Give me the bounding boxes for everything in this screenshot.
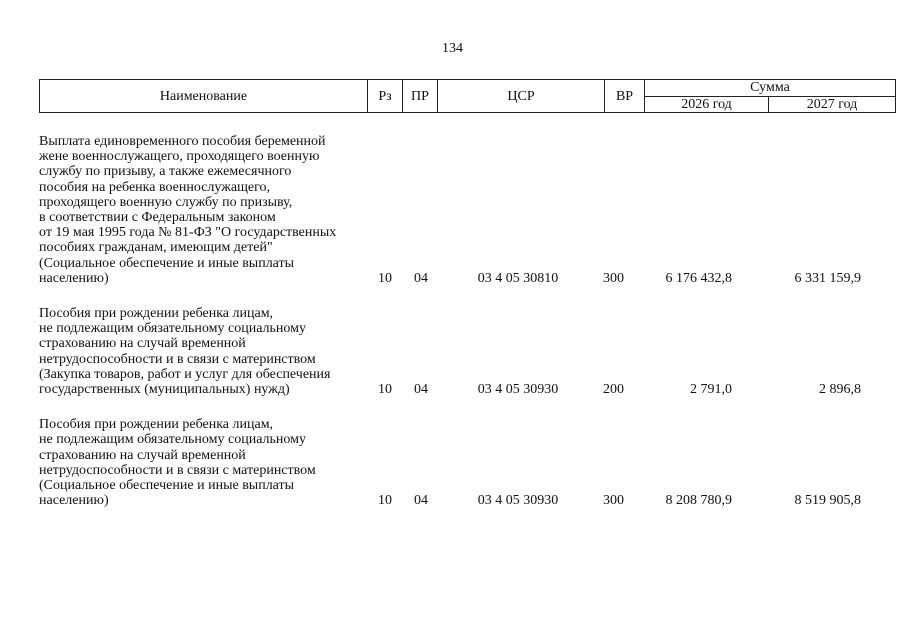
table-body [39,134,865,528]
table-header [39,79,896,113]
header-year-2027: 2027 год [769,96,896,113]
row-rz: 10 [378,493,392,509]
row-vr: 300 [603,270,624,286]
row-vr: 200 [603,382,624,398]
row-name: Выплата единовременного пособия беременной жене военнослужащего, проходящего военную службу по призыву, а также ежемесячного пособия на ребенка военнослужащего, проходящего военную службу по призыву, в соответствии с Федеральным законом от 19 мая 1995 года № 81-ФЗ "О государственных пособиях гражданам, имеющим детей" (Социальное обеспечение и иные выплаты населению) [39,134,337,286]
header-year-2026: 2026 год [645,96,769,113]
row-sum-2026: 6 176 432,8 [665,270,732,286]
row-pr: 04 [414,493,428,509]
table-row [39,134,865,286]
row-name: Пособия при рождении ребенка лицам, не подлежащим обязательному социальному страхованию на случай временной нетрудоспособности и в связи с материнством (Социальное обеспечение и иные выплаты населению) [39,417,316,509]
row-sum-2026: 8 208 780,9 [665,493,732,509]
row-rz: 10 [378,382,392,398]
row-sum-2027: 6 331 159,9 [794,270,861,286]
row-rz: 10 [378,270,392,286]
header-pr: ПР [403,80,438,113]
row-sum-2027: 8 519 905,8 [794,493,861,509]
row-sum-2026: 2 791,0 [690,382,732,398]
page-number: 134 [442,41,463,56]
table-row [39,417,865,508]
header-name: Наименование [40,80,368,113]
row-sum-2027: 2 896,8 [819,382,861,398]
row-csr: 03 4 05 30930 [477,382,559,398]
header-rz: Рз [368,80,403,113]
header-vr: ВР [605,80,645,113]
header-csr: ЦСР [438,80,605,113]
row-csr: 03 4 05 30930 [477,493,559,509]
header-sum: Сумма [645,80,896,97]
row-csr: 03 4 05 30810 [477,270,559,286]
table-row [39,306,865,397]
row-pr: 04 [414,270,428,286]
row-vr: 300 [603,493,624,509]
row-name: Пособия при рождении ребенка лицам, не подлежащим обязательному социальному страхованию на случай временной нетрудоспособности и в связи с материнством (Закупка товаров, работ и услуг для обеспечения государственных (муниципальных) нужд) [39,306,331,398]
row-pr: 04 [414,382,428,398]
